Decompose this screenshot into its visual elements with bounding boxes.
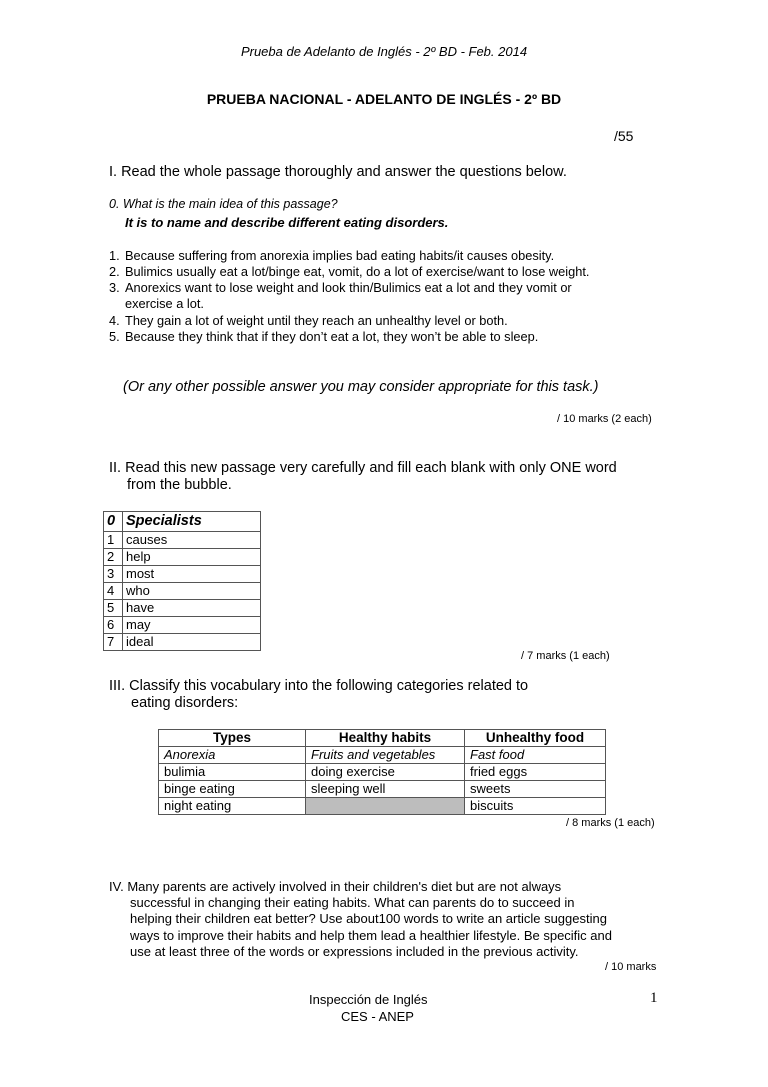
q0-question: 0. What is the main idea of this passage? xyxy=(109,197,338,211)
row-word: ideal xyxy=(123,634,261,651)
answer-item: 5. Because they think that if they don’t eat a lot, they won’t be able to sleep. xyxy=(109,329,539,344)
healthy-habit-cell-shaded xyxy=(306,798,465,815)
row-number: 3 xyxy=(104,566,123,583)
section4-line: successful in changing their eating habits. What can parents do to succeed in xyxy=(130,895,575,910)
footer-inspection: Inspección de Inglés xyxy=(309,992,428,1007)
section3-instruction: III. Classify this vocabulary into the following categories related to xyxy=(109,678,529,694)
row-word: causes xyxy=(123,532,261,549)
table-row xyxy=(159,798,606,815)
unhealthy-food-cell: sweets xyxy=(465,781,606,798)
section4-line: IV. Many parents are actively involved in their children's diet but are not always xyxy=(109,879,562,894)
table-row xyxy=(159,747,606,764)
unhealthy-food-cell: biscuits xyxy=(465,798,606,815)
section4-line: use at least three of the words or expressions included in the previous activity. xyxy=(130,944,579,959)
section4-line: helping their children eat better? Use about100 words to write an article suggesting xyxy=(130,911,607,926)
column-header-types: Types xyxy=(159,730,306,747)
categories-header-row xyxy=(159,730,606,747)
page-number: 1 xyxy=(650,990,658,1006)
answer-item: 4. They gain a lot of weight until they reach an unhealthy level or both. xyxy=(109,313,508,328)
exam-title: PRUEBA NACIONAL - ADELANTO DE INGLÉS - 2º BD xyxy=(206,91,562,107)
row-number: 1 xyxy=(104,532,123,549)
type-cell: night eating xyxy=(159,798,306,815)
row-word: most xyxy=(123,566,261,583)
table-row xyxy=(104,634,261,651)
section1-instruction: I. Read the whole passage thoroughly and answer the questions below. xyxy=(109,164,567,180)
word-bank-header-row xyxy=(104,512,261,532)
row-number: 2 xyxy=(104,549,123,566)
table-row xyxy=(104,566,261,583)
type-cell: bulimia xyxy=(159,764,306,781)
table-row xyxy=(104,617,261,634)
row-word: have xyxy=(123,600,261,617)
row-word: help xyxy=(123,549,261,566)
row-number: 7 xyxy=(104,634,123,651)
row-number: 6 xyxy=(104,617,123,634)
unhealthy-food-cell: Fast food xyxy=(465,747,606,764)
answer-item: 1. Because suffering from anorexia implies bad eating habits/it causes obesity. xyxy=(109,248,555,263)
answer-item: 2. Bulimics usually eat a lot/binge eat, vomit, do a lot of exercise/want to lose weight. xyxy=(109,264,590,279)
alternative-answers-note: (Or any other possible answer you may consider appropriate for this task.) xyxy=(123,379,599,395)
page-header: Prueba de Adelanto de Inglés - 2º BD - Feb. 2014 xyxy=(240,44,528,59)
section1-marks: / 10 marks (2 each) xyxy=(557,413,652,425)
type-cell: binge eating xyxy=(159,781,306,798)
healthy-habit-cell: doing exercise xyxy=(306,764,465,781)
table-row xyxy=(159,781,606,798)
section2-instruction-cont: from the bubble. xyxy=(127,477,232,493)
row-word: who xyxy=(123,583,261,600)
healthy-habit-cell: sleeping well xyxy=(306,781,465,798)
section3-instruction-cont: eating disorders: xyxy=(131,695,239,711)
section4-line: ways to improve their habits and help them lead a healthier lifestyle. Be specific and xyxy=(130,928,612,943)
categories-table xyxy=(158,729,606,815)
row-word: may xyxy=(123,617,261,634)
row-number: 4 xyxy=(104,583,123,600)
table-row xyxy=(104,532,261,549)
section2-instruction: II. Read this new passage very carefully and fill each blank with only ONE word xyxy=(109,460,617,476)
column-header-healthy-habits: Healthy habits xyxy=(306,730,465,747)
column-header-unhealthy-food: Unhealthy food xyxy=(465,730,606,747)
healthy-habit-cell: Fruits and vegetables xyxy=(306,747,465,764)
type-cell: Anorexia xyxy=(159,747,306,764)
table-row xyxy=(104,549,261,566)
table-row xyxy=(159,764,606,781)
total-score: /55 xyxy=(614,128,634,144)
row-number: 5 xyxy=(104,600,123,617)
word-bank-header-word: Specialists xyxy=(123,512,261,532)
footer-ces-anep: CES - ANEP xyxy=(341,1009,414,1024)
q0-answer: It is to name and describe different eating disorders. xyxy=(125,215,449,230)
word-bank-table xyxy=(103,511,261,651)
answer-item: 3. Anorexics want to lose weight and look thin/Bulimics eat a lot and they vomit or xyxy=(109,280,572,295)
section3-marks: / 8 marks (1 each) xyxy=(566,817,655,829)
word-bank-header-number: 0 xyxy=(104,512,123,532)
unhealthy-food-cell: fried eggs xyxy=(465,764,606,781)
section4-marks: / 10 marks xyxy=(605,961,657,973)
section2-marks: / 7 marks (1 each) xyxy=(521,650,610,662)
answer-item-continuation: exercise a lot. xyxy=(125,296,204,311)
table-row xyxy=(104,583,261,600)
table-row xyxy=(104,600,261,617)
